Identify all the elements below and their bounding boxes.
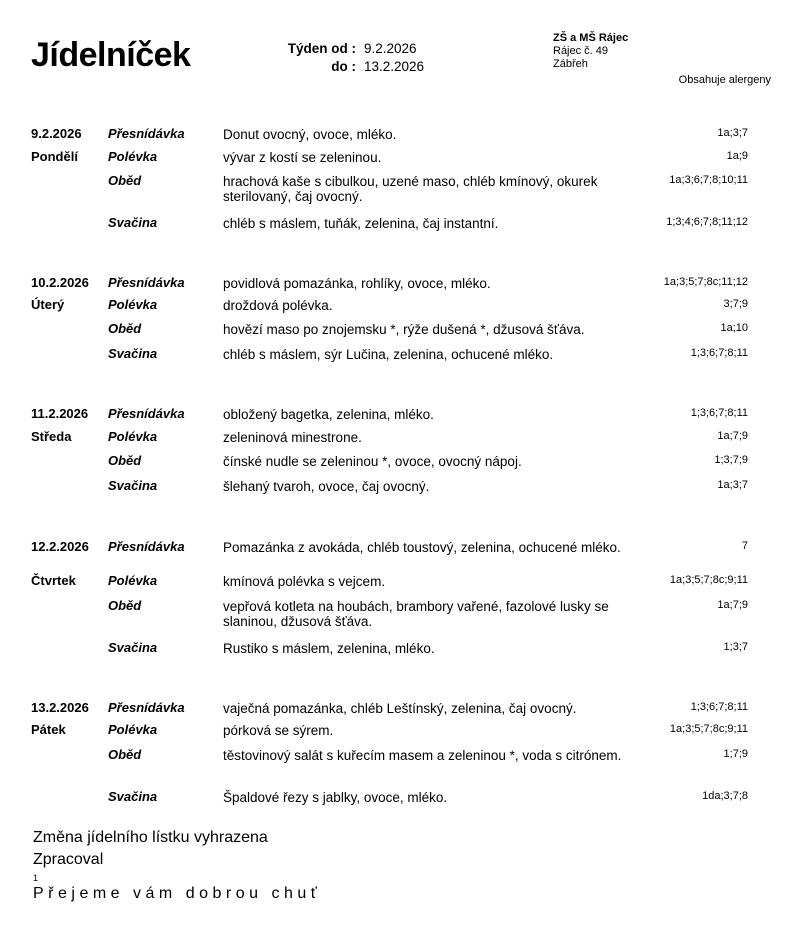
meal-allergens: 1a;3;7: [717, 127, 748, 139]
meal-description: chléb s máslem, tuňák, zelenina, čaj instantní.: [223, 216, 499, 231]
day-name: Pátek: [31, 722, 66, 737]
week-from-date: 9.2.2026: [364, 41, 417, 56]
meal-description: obložený bagetka, zelenina, mléko.: [223, 407, 434, 422]
page-mark: 1: [33, 873, 39, 883]
day-date: 12.2.2026: [31, 539, 89, 554]
meal-allergens: 1;3;6;7;8;11: [690, 347, 748, 359]
day-date: 9.2.2026: [31, 126, 82, 141]
page-title: Jídelníček: [31, 36, 191, 74]
allergen-column-header: Obsahuje alergeny: [678, 74, 771, 86]
day-date: 11.2.2026: [31, 406, 89, 421]
meal-allergens: 1a;3;7: [717, 479, 748, 491]
day-name: Čtvrtek: [31, 573, 76, 588]
meal-description: povidlová pomazánka, rohlíky, ovoce, mléko.: [223, 276, 491, 291]
meal-allergens: 1;3;7;9: [714, 454, 748, 466]
meal-allergens: 1;3;6;7;8;11: [690, 701, 748, 713]
meal-allergens: 1a;9: [726, 150, 748, 162]
week-to-date: 13.2.2026: [364, 59, 425, 74]
meal-description: Pomazánka z avokáda, chléb toustový, zelenina, ochucené mléko.: [223, 540, 621, 555]
meal-allergens: 1;7;9: [723, 748, 748, 760]
meal-allergens: 1;3;4;6;7;8;11;12: [666, 216, 748, 228]
meal-type: Svačina: [108, 346, 158, 361]
meal-description: pórková se sýrem.: [223, 723, 334, 738]
meal-description: vaječná pomazánka, chléb Leštínský, zelenina, čaj ovocný.: [223, 701, 577, 716]
meal-allergens: 1a;10: [720, 322, 748, 334]
meal-allergens: 3;7;9: [723, 298, 748, 310]
meal-description: hrachová kaše s cibulkou, uzené maso, chléb kmínový, okurek sterilovaný, čaj ovocný.: [223, 174, 598, 204]
meal-type: Přesnídávka: [108, 406, 185, 421]
meal-allergens: 1a;3;5;7;8c;9;11: [669, 574, 748, 586]
meal-description: těstovinový salát s kuřecím masem a zeleninou *, voda s citrónem.: [223, 748, 622, 763]
meal-type: Svačina: [108, 640, 158, 655]
week-range: [270, 40, 424, 76]
meal-type: Svačina: [108, 789, 158, 804]
meal-description: Rustiko s máslem, zelenina, mléko.: [223, 641, 435, 656]
meal-allergens: 7: [741, 540, 748, 552]
meal-description: kmínová polévka s vejcem.: [223, 574, 386, 589]
meal-type: Přesnídávka: [108, 126, 185, 141]
meal-allergens: 1;3;6;7;8;11: [690, 407, 748, 419]
meal-type: Oběd: [108, 453, 142, 468]
day-name: Pondělí: [31, 149, 78, 164]
day-name: Středa: [31, 429, 72, 444]
meal-description: Donut ovocný, ovoce, mléko.: [223, 127, 397, 142]
meal-type: Oběd: [108, 747, 142, 762]
week-to-label: do :: [331, 59, 356, 74]
meal-description: Špaldové řezy s jablky, ovoce, mléko.: [223, 790, 448, 805]
meal-description: droždová polévka.: [223, 298, 333, 313]
change-note: Změna jídelního lístku vyhrazena: [33, 829, 268, 846]
school-address: Rájec č. 49: [553, 45, 609, 57]
meal-description: zeleninová minestrone.: [223, 430, 362, 445]
meal-type: Přesnídávka: [108, 539, 185, 554]
meal-type: Polévka: [108, 722, 158, 737]
meal-allergens: 1da;3;7;8: [702, 790, 748, 802]
meal-allergens: 1a;3;5;7;8c;11;12: [663, 276, 748, 288]
meal-description: šlehaný tvaroh, ovoce, čaj ovocný.: [223, 479, 430, 494]
school-name: ZŠ a MŠ Rájec: [553, 32, 629, 44]
closing-wish: Přejeme vám dobrou chuť: [33, 885, 322, 902]
meal-allergens: 1a;7;9: [717, 599, 748, 611]
meal-type: Oběd: [108, 598, 142, 613]
school-info: [553, 32, 628, 71]
meal-description: hovězí maso po znojemsku *, rýže dušená *, džusová šťáva.: [223, 322, 585, 337]
meal-description: čínské nudle se zeleninou *, ovoce, ovocný nápoj.: [223, 454, 522, 469]
meal-type: Svačina: [108, 215, 158, 230]
day-name: Úterý: [31, 297, 65, 312]
meal-type: Polévka: [108, 149, 158, 164]
school-city: Zábřeh: [553, 58, 588, 70]
meal-description: chléb s máslem, sýr Lučina, zelenina, ochucené mléko.: [223, 347, 554, 362]
meal-allergens: 1;3;7: [723, 641, 748, 653]
day-date: 10.2.2026: [31, 275, 89, 290]
meal-description: vepřová kotleta na houbách, brambory vařené, fazolové lusky se slaninou, džusová šťáva.: [223, 599, 609, 629]
meal-type: Polévka: [108, 573, 158, 588]
meal-type: Oběd: [108, 321, 142, 336]
meal-type: Polévka: [108, 297, 158, 312]
week-from-label: Týden od :: [287, 41, 356, 56]
day-date: 13.2.2026: [31, 700, 89, 715]
meal-type: Polévka: [108, 429, 158, 444]
meal-description: vývar z kostí se zeleninou.: [223, 150, 382, 165]
meal-type: Přesnídávka: [108, 700, 185, 715]
meal-type: Přesnídávka: [108, 275, 185, 290]
meal-allergens: 1a;3;5;7;8c;9;11: [669, 723, 748, 735]
meal-allergens: 1a;7;9: [717, 430, 748, 442]
prepared-by: Zpracoval: [33, 851, 104, 868]
meal-type: Svačina: [108, 478, 158, 493]
meal-allergens: 1a;3;6;7;8;10;11: [669, 174, 748, 186]
meal-type: Oběd: [108, 173, 142, 188]
